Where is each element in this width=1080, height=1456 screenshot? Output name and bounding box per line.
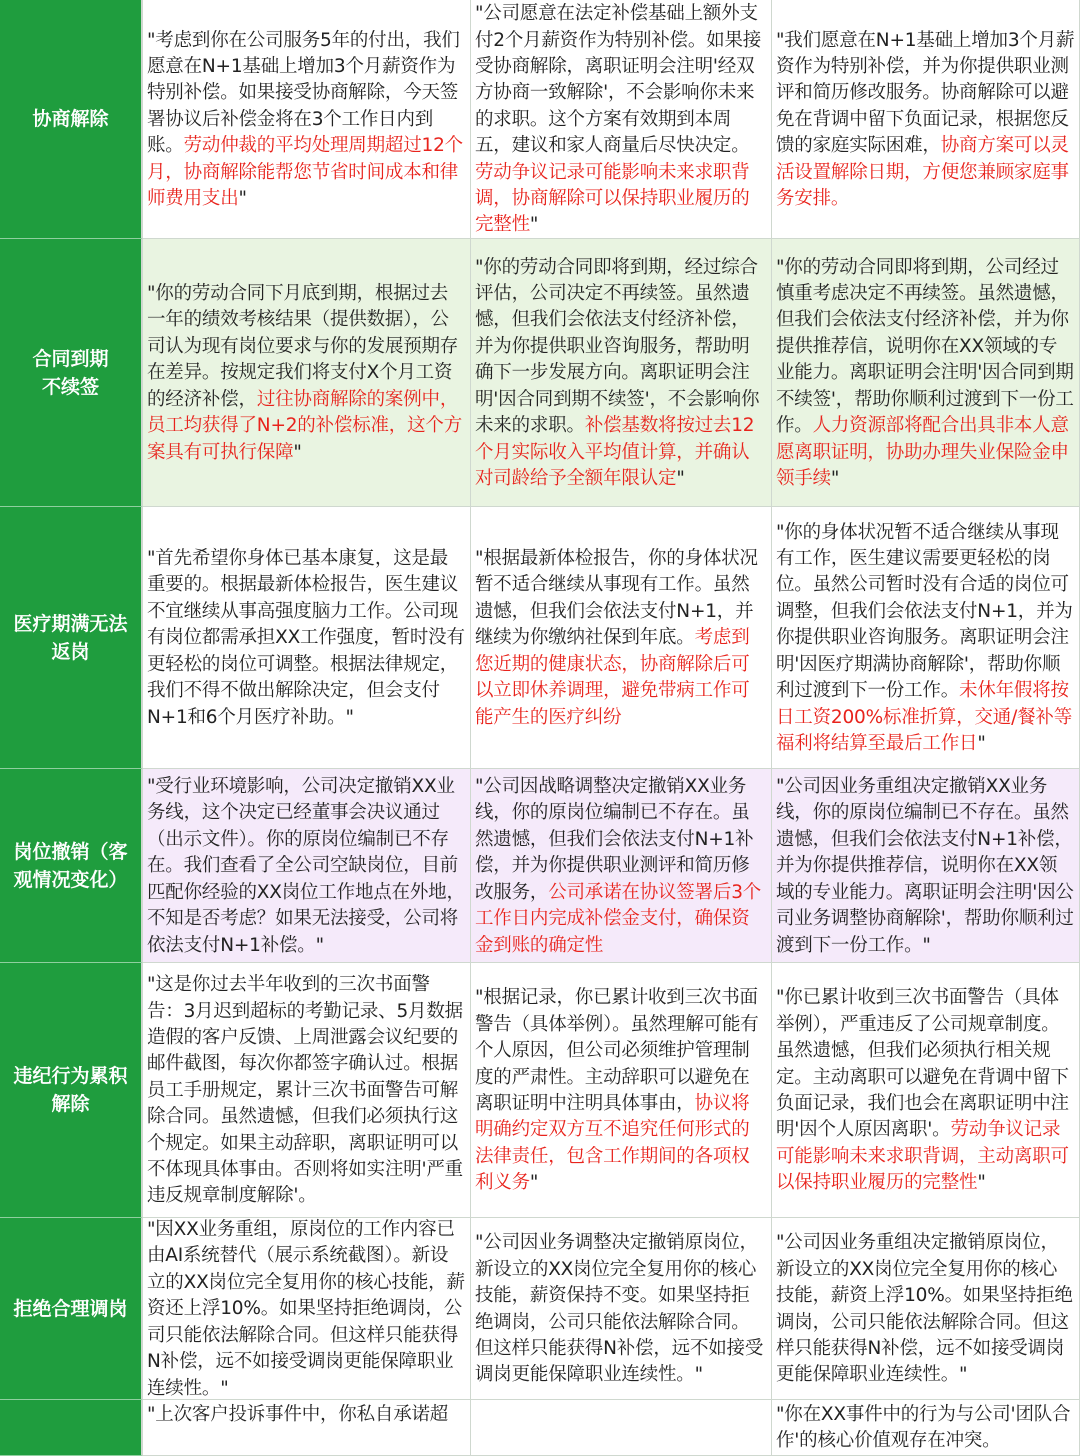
script-cell: "公司因业务重组决定撤销XX业务线，你的原岗位编制已不存在。虽然遗憾，但我们会依法支付N+1补偿，并为你提供推荐信，说明你在XX领域的专业能力。离职证明会注明'因公司业务调整协商解除'，帮助你顺利过渡到下一份工作。" bbox=[772, 769, 1080, 963]
script-cell: "你的劳动合同即将到期，公司经过慎重考虑决定不再续签。虽然遗憾，但我们会依法支付经济补偿，并为你提供推荐信，说明你在XX领域的专业能力。离职证明会注明'因合同到期不续签'，帮助你顺利过渡到下一份工作。人力资源部将配合出具非本人意愿离职证明，协助办理失业保险金申领手续" bbox=[772, 239, 1080, 507]
row-label-cutoff bbox=[0, 1400, 143, 1456]
script-cell: "根据最新体检报告，你的身体状况暂不适合继续从事现有工作。虽然遗憾，但我们会依法支付N+1，并继续为你缴纳社保到年底。考虑到您近期的健康状态，协商解除后可以立即休养调理，避免带病工作可能产生的医疗纠纷 bbox=[471, 507, 772, 769]
script-cell: "你在XX事件中的行为与公司'团队合作'的核心价值观存在冲突。 bbox=[772, 1400, 1080, 1456]
script-cell: "公司因业务调整决定撤销原岗位，新设立的XX岗位完全复用你的核心技能，薪资保持不变。如果坚持拒绝调岗，公司只能依法解除合同。但这样只能获得N补偿，远不如接受调岗更能保障职业连续性。" bbox=[471, 1218, 772, 1400]
script-cell: "你的身体状况暂不适合继续从事现有工作，医生建议需要更轻松的岗位。虽然公司暂时没有合适的岗位可调整，但我们会依法支付N+1，并为你提供职业咨询服务。离职证明会注明'因医疗期满协商解除'，帮助你顺利过渡到下一份工作。未休年假将按日工资200%标准折算，交通/餐补等福利将结算至最后工作日" bbox=[772, 507, 1080, 769]
script-cell: "公司因业务重组决定撤销原岗位，新设立的XX岗位完全复用你的核心技能，薪资上浮10%。如果坚持拒绝调岗，公司只能依法解除合同。但这样只能获得N补偿，远不如接受调岗更能保障职业连续性。" bbox=[772, 1218, 1080, 1400]
row-label-mutual-termination: 协商解除 bbox=[0, 0, 143, 239]
row-label-position-eliminated: 岗位撤销（客 观情况变化） bbox=[0, 769, 143, 963]
script-cell: "首先希望你身体已基本康复，这是最重要的。根据最新体检报告，医生建议不宜继续从事高强度脑力工作。公司现有岗位都需承担XX工作强度，暂时没有更轻松的岗位可调整。根据法律规定，我们不得不做出解除决定，但会支付N+1和6个月医疗补助。" bbox=[143, 507, 471, 769]
script-cell: "你已累计收到三次书面警告（具体举例），严重违反了公司规章制度。虽然遗憾，但我们必须执行相关规定。主动离职可以避免在背调中留下负面记录，我们也会在离职证明中注明'因个人原因离职'。劳动争议记录可能影响未来求职背调，主动离职可以保持职业履历的完整性" bbox=[772, 963, 1080, 1218]
script-cell: "受行业环境影响，公司决定撤销XX业务线，这个决定已经董事会决议通过（出示文件）。你的原岗位编制已不存在。我们查看了全公司空缺岗位，目前匹配你经验的XX岗位工作地点在外地，不知是否考虑？如果无法接受，公司将依法支付N+1补偿。" bbox=[143, 769, 471, 963]
script-cell: "这是你过去半年收到的三次书面警告：3月迟到超标的考勤记录、5月数据造假的客户反馈、上周泄露会议纪要的邮件截图，每次你都签字确认过。根据员工手册规定，累计三次书面警告可解除合同。虽然遗憾，但我们必须执行这个规定。如果主动辞职，离职证明可以不体现具体事由。否则将如实注明'严重违反规章制度解除'。 bbox=[143, 963, 471, 1218]
script-cell: "你的劳动合同即将到期，经过综合评估，公司决定不再续签。虽然遗憾，但我们会依法支付经济补偿，并为你提供职业咨询服务，帮助明确下一步发展方向。离职证明会注明'因合同到期不续签'，不会影响你未来的求职。补偿基数将按过去12个月实际收入平均值计算，并确认对司龄给予全额年限认定" bbox=[471, 239, 772, 507]
script-cell: "我们愿意在N+1基础上增加3个月薪资作为特别补偿，并为你提供职业测评和简历修改服务。协商解除可以避免在背调中留下负面记录，根据您反馈的家庭实际困难，协商方案可以灵活设置解除日期，方便您兼顾家庭事务安排。 bbox=[772, 0, 1080, 239]
script-cell: "因XX业务重组，原岗位的工作内容已由AI系统替代（展示系统截图）。新设立的XX岗位完全复用你的核心技能，薪资还上浮10%。如果坚持拒绝调岗，公司只能依法解除合同。但这样只能获得N补偿，远不如接受调岗更能保障职业连续性。" bbox=[143, 1218, 471, 1400]
script-cell: "你的劳动合同下月底到期，根据过去一年的绩效考核结果（提供数据），公司认为现有岗位要求与你的发展预期存在差异。按规定我们将支付X个月工资的经济补偿，过往协商解除的案例中，员工均获得了N+2的补偿标准，这个方案具有可执行保障" bbox=[143, 239, 471, 507]
script-cell bbox=[471, 1400, 772, 1456]
row-label-disciplinary: 违纪行为累积 解除 bbox=[0, 963, 143, 1218]
script-cell: "上次客户投诉事件中，你私自承诺超 bbox=[143, 1400, 471, 1456]
script-cell: "公司因战略调整决定撤销XX业务线，你的原岗位编制已不存在。虽然遗憾，但我们会依法支付N+1补偿，并为你提供职业测评和简历修改服务，公司承诺在协议签署后3个工作日内完成补偿金支付，确保资金到账的确定性 bbox=[471, 769, 772, 963]
row-label-contract-expiry: 合同到期 不续签 bbox=[0, 239, 143, 507]
row-label-refuse-transfer: 拒绝合理调岗 bbox=[0, 1218, 143, 1400]
row-label-medical-period: 医疗期满无法 返岗 bbox=[0, 507, 143, 769]
script-cell: "考虑到你在公司服务5年的付出，我们愿意在N+1基础上增加3个月薪资作为特别补偿。如果接受协商解除，今天签署协议后补偿金将在3个工作日内到账。劳动仲裁的平均处理周期超过12个月，协商解除能帮您节省时间成本和律师费用支出" bbox=[143, 0, 471, 239]
script-cell: "公司愿意在法定补偿基础上额外支付2个月薪资作为特别补偿。如果接受协商解除，离职证明会注明'经双方协商一致解除'，不会影响你未来的求职。这个方案有效期到本周五，建议和家人商量后尽快决定。劳动争议记录可能影响未来求职背调，协商解除可以保持职业履历的完整性" bbox=[471, 0, 772, 239]
script-cell: "根据记录，你已累计收到三次书面警告（具体举例）。虽然理解可能有个人原因，但公司必须维护管理制度的严肃性。主动辞职可以避免在离职证明中注明具体事由，协议将明确约定双方互不追究任何形式的法律责任，包含工作期间的各项权利义务" bbox=[471, 963, 772, 1218]
